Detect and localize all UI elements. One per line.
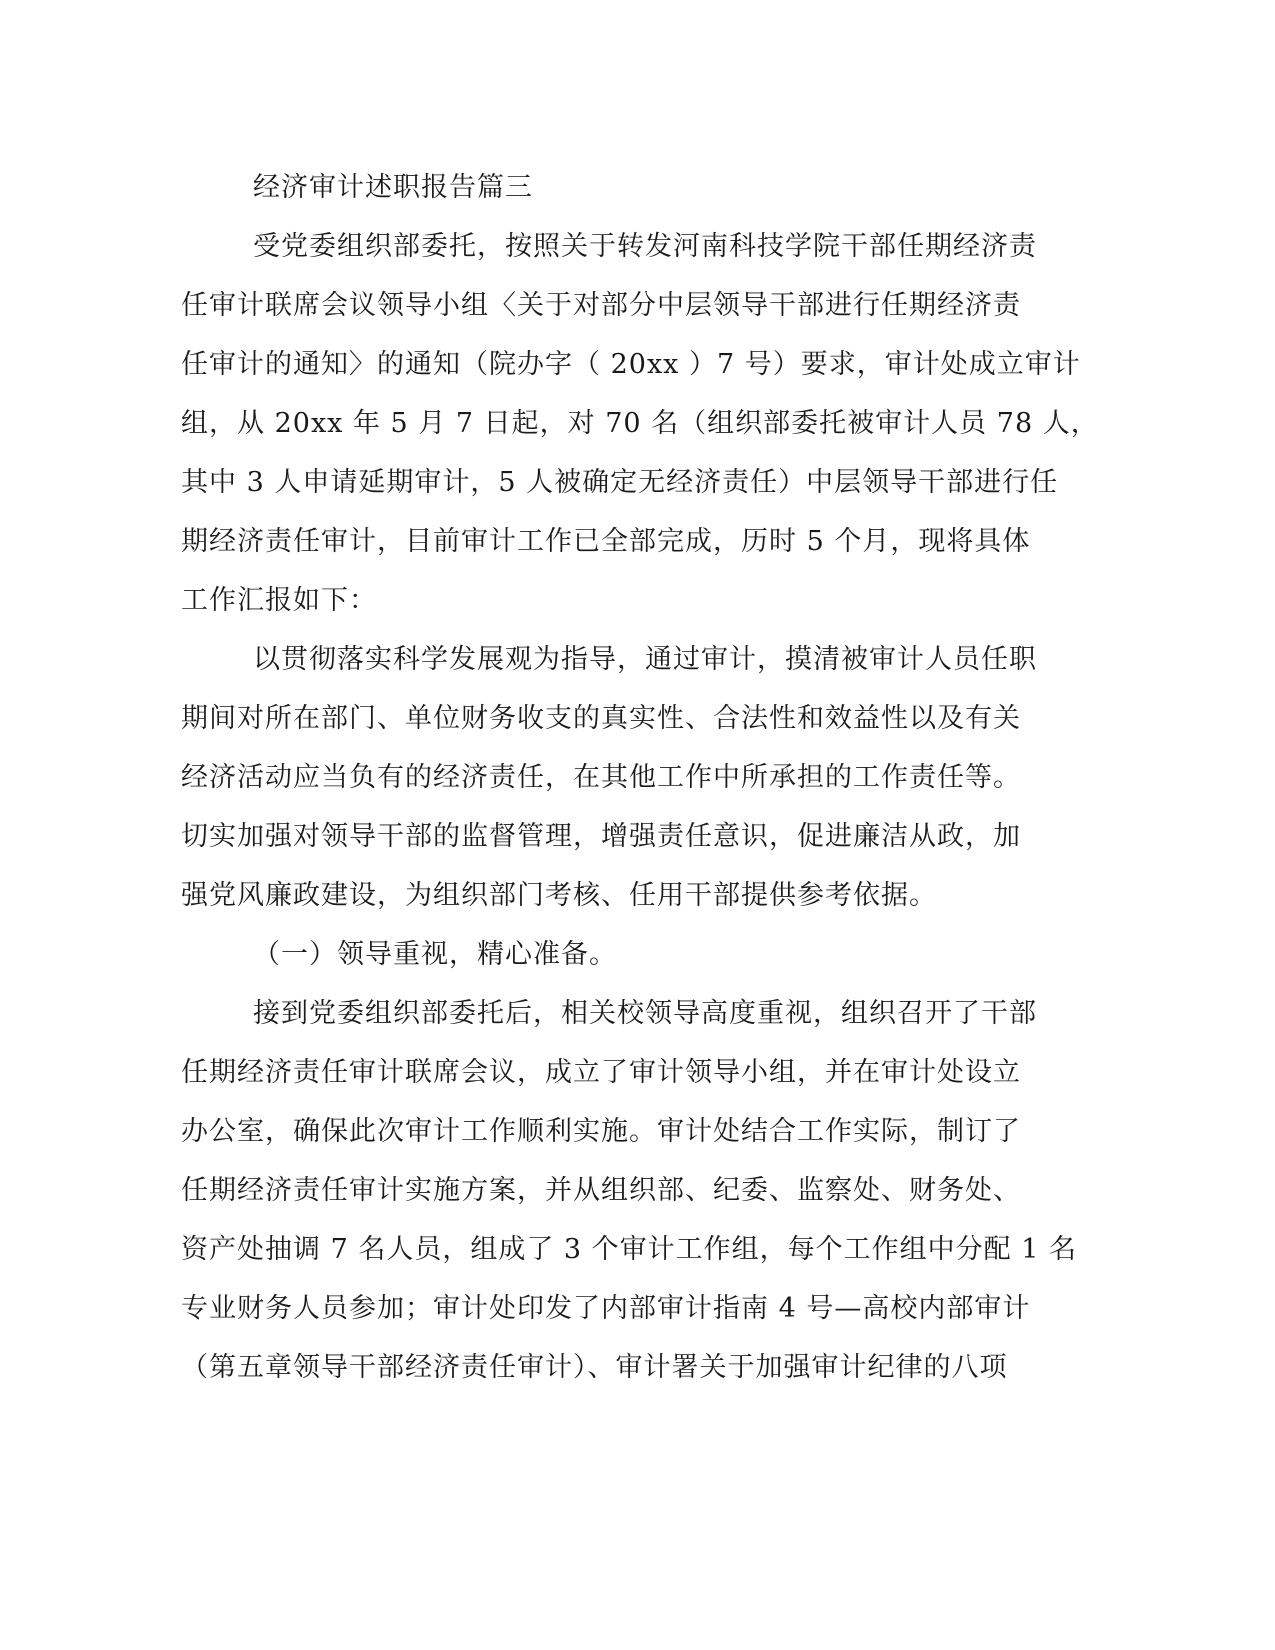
text-line: 任期经济责任审计实施方案，并从组织部、纪委、监察处、财务处、: [181, 1175, 1021, 1206]
text-line: 经济活动应当负有的经济责任，在其他工作中所承担的工作责任等。: [181, 762, 1021, 793]
text-line: 资产处抽调 7 名人员，组成了 3 个审计工作组，每个工作组中分配 1 名: [181, 1234, 1078, 1265]
text-line: 切实加强对领导干部的监督管理，增强责任意识，促进廉洁从政，加: [181, 821, 1021, 852]
text-line: 工作汇报如下：: [181, 585, 377, 616]
text-line: 办公室，确保此次审计工作顺利实施。审计处结合工作实际，制订了: [181, 1116, 1021, 1147]
text-line: （第五章领导干部经济责任审计）、审计署关于加强审计纪律的八项: [181, 1352, 1008, 1383]
text-line: 强党风廉政建设，为组织部门考核、任用干部提供参考依据。: [181, 880, 937, 911]
text-line: 期经济责任审计，目前审计工作已全部完成，历时 5 个月，现将具体: [181, 526, 1031, 557]
text-line: 接到党委组织部委托后，相关校领导高度重视，组织召开了干部: [253, 998, 1037, 1029]
text-line: 组，从 20xx 年 5 月 7 日起，对 70 名（组织部委托被审计人员 78 人，: [181, 408, 1099, 439]
document-body: [181, 158, 1099, 1397]
text-line: 任审计的通知〉的通知（院办字（ 20xx ）7 号）要求，审计处成立审计: [181, 349, 1081, 380]
text-line: （一）领导重视，精心准备。: [253, 939, 617, 970]
text-line: 期间对所在部门、单位财务收支的真实性、合法性和效益性以及有关: [181, 703, 1021, 734]
text-line: 任期经济责任审计联席会议，成立了审计领导小组，并在审计处设立: [181, 1057, 1021, 1088]
text-line: 任审计联席会议领导小组〈关于对部分中层领导干部进行任期经济责: [181, 290, 1021, 321]
text-line: 以贯彻落实科学发展观为指导，通过审计，摸清被审计人员任职: [253, 644, 1037, 675]
document-title: 经济审计述职报告篇三: [253, 172, 533, 203]
text-line: 其中 3 人申请延期审计，5 人被确定无经济责任）中层领导干部进行任: [181, 467, 1059, 498]
text-line: 专业财务人员参加；审计处印发了内部审计指南 4 号—高校内部审计: [181, 1293, 1031, 1324]
text-line: 受党委组织部委托，按照关于转发河南科技学院干部任期经济责: [253, 231, 1037, 262]
